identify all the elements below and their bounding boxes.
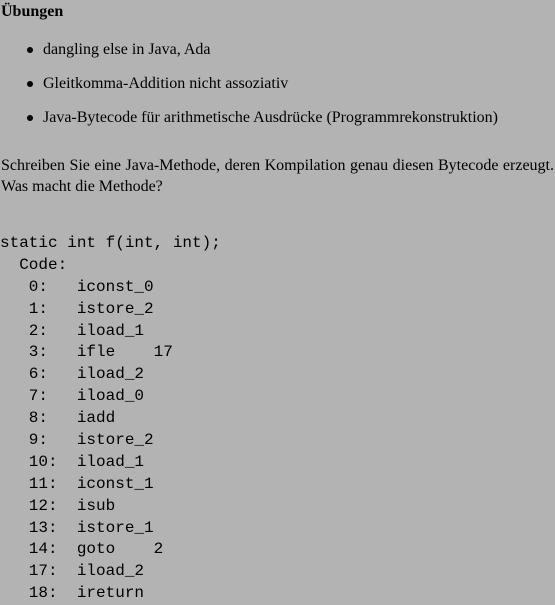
exercise-text: Java-Bytecode für arithmetische Ausdrücke (Programmrekonstruktion) bbox=[43, 109, 498, 126]
method-signature: static int f(int, int); bbox=[0, 234, 221, 252]
bytecode-line: 11: iconst_1 bbox=[0, 474, 154, 493]
bytecode-listing bbox=[0, 233, 221, 605]
exercise-item bbox=[0, 74, 555, 108]
bytecode-line: 8: iadd bbox=[0, 409, 116, 428]
bytecode-line: 7: iload_0 bbox=[0, 387, 145, 406]
bytecode-line: 14: goto 2 bbox=[0, 540, 164, 559]
exercise-list bbox=[0, 40, 555, 142]
bytecode-line: 10: iload_1 bbox=[0, 452, 145, 471]
bytecode-line: 12: isub bbox=[0, 496, 116, 515]
bytecode-line: 6: iload_2 bbox=[0, 365, 145, 384]
bullet-icon bbox=[27, 81, 33, 87]
bytecode-line: 9: istore_2 bbox=[0, 431, 154, 450]
exercise-text: Gleitkomma-Addition nicht assoziativ bbox=[43, 75, 289, 92]
bytecode-line: 0: iconst_0 bbox=[0, 277, 154, 296]
bytecode-line: 1: istore_2 bbox=[0, 299, 154, 318]
bytecode-line: 2: iload_1 bbox=[0, 321, 145, 340]
section-heading: Übungen bbox=[1, 3, 64, 20]
bytecode-line: 18: ireturn bbox=[0, 584, 145, 603]
task-paragraph: Schreiben Sie eine Java-Methode, deren Kompilation genau diesen Bytecode erzeugt. Was macht die Methode? bbox=[1, 157, 554, 195]
bullet-icon bbox=[27, 115, 33, 121]
code-label: Code: bbox=[0, 255, 68, 274]
bytecode-line: 13: istore_1 bbox=[0, 518, 154, 537]
bullet-icon bbox=[27, 47, 33, 53]
exercise-item bbox=[0, 108, 555, 142]
bytecode-line: 17: iload_2 bbox=[0, 562, 145, 581]
exercise-item bbox=[0, 40, 555, 74]
bytecode-line: 3: ifle 17 bbox=[0, 343, 173, 362]
exercise-text: dangling else in Java, Ada bbox=[43, 41, 211, 58]
